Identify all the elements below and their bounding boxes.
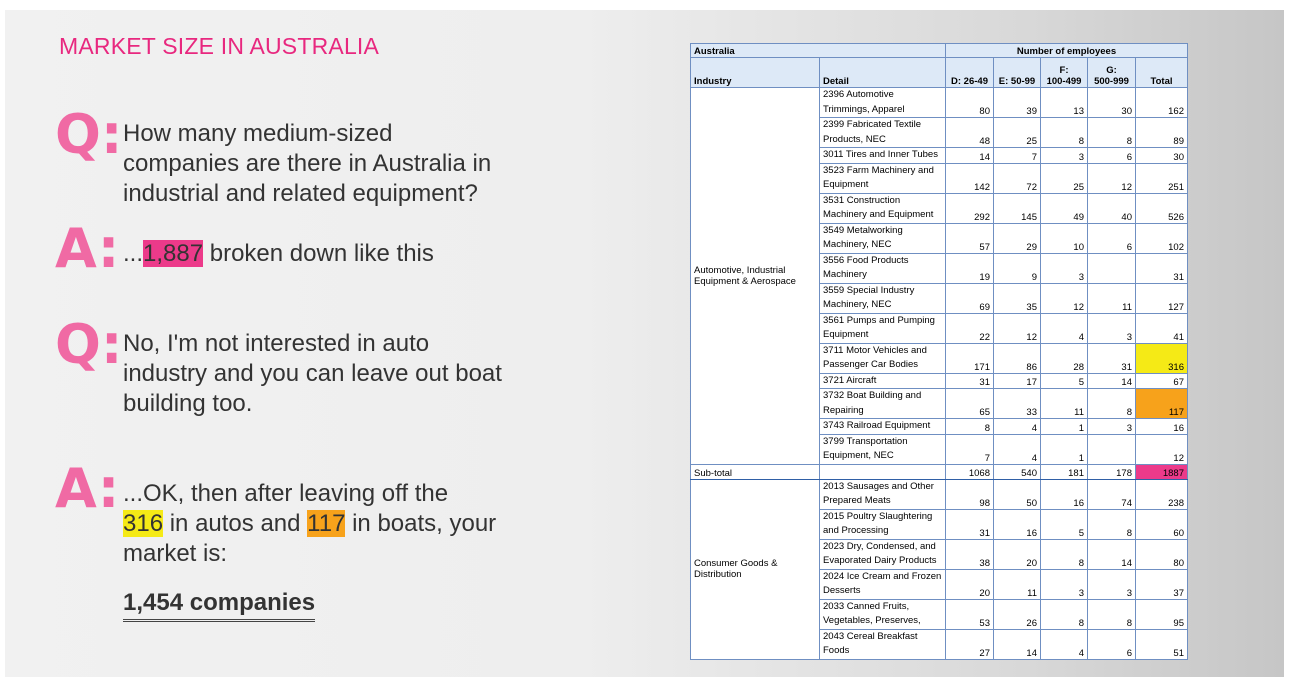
table-row <box>691 479 1188 509</box>
col-header-g-line1: G: <box>1106 65 1117 76</box>
value-cell: 25 <box>1041 163 1088 193</box>
detail-cell <box>820 313 946 343</box>
value-cell: 72 <box>994 163 1041 193</box>
subtotal-detail-empty <box>820 464 946 479</box>
answer-1-prefix: ... <box>123 240 144 267</box>
detail-cell <box>820 148 946 164</box>
col-header-f-line2: 100-499 <box>1046 76 1082 87</box>
detail-line-1: 3523 Farm Machinery and <box>823 164 934 176</box>
detail-line-2: Equipment <box>823 329 869 340</box>
detail-cell <box>820 223 946 253</box>
subtotal-value-cell: 540 <box>994 464 1041 479</box>
detail-line-1: 3011 Tires and Inner Tubes <box>823 149 938 160</box>
detail-line-1: 3556 Food Products <box>823 254 909 266</box>
detail-line-2: Repairing <box>823 404 864 416</box>
detail-cell <box>820 419 946 435</box>
value-cell: 38 <box>946 539 994 569</box>
table-region-header: Australia <box>691 44 946 58</box>
value-cell: 31 <box>946 509 994 539</box>
value-cell: 39 <box>994 88 1041 118</box>
detail-line-1: 3743 Railroad Equipment <box>823 420 931 431</box>
total-cell: 30 <box>1136 148 1188 164</box>
total-cell: 60 <box>1136 509 1188 539</box>
detail-line-1: 3531 Construction <box>823 194 901 206</box>
detail-line-1: 2023 Dry, Condensed, and <box>823 540 936 552</box>
subtotal-value-cell: 181 <box>1041 464 1088 479</box>
question-1-line-2: companies are there in Australia in <box>123 150 492 177</box>
total-cell: 102 <box>1136 223 1188 253</box>
total-cell: 238 <box>1136 479 1188 509</box>
value-cell: 33 <box>994 389 1041 419</box>
detail-line-1: 3711 Motor Vehicles and <box>823 344 927 356</box>
detail-cell <box>820 434 946 464</box>
col-header-f-line1: F: <box>1059 65 1069 76</box>
value-cell: 3 <box>1041 148 1088 164</box>
value-cell: 11 <box>1041 389 1088 419</box>
value-cell: 17 <box>994 373 1041 389</box>
subtotal-label: Sub-total <box>691 464 820 479</box>
total-cell: 316 <box>1136 343 1188 373</box>
value-cell: 10 <box>1041 223 1088 253</box>
total-cell: 162 <box>1136 88 1188 118</box>
value-cell: 8 <box>1088 509 1136 539</box>
detail-line-1: 3559 Special Industry <box>823 284 915 296</box>
data-table <box>690 43 1188 660</box>
detail-line-2: Machinery, NEC <box>823 299 892 310</box>
value-cell: 8 <box>1041 599 1088 629</box>
value-cell: 65 <box>946 389 994 419</box>
detail-line-2: Passenger Car Bodies <box>823 359 919 370</box>
value-cell: 12 <box>994 313 1041 343</box>
detail-cell <box>820 193 946 223</box>
total-cell: 89 <box>1136 118 1188 148</box>
detail-cell <box>820 629 946 659</box>
subtotal-total-cell: 1887 <box>1136 464 1188 479</box>
total-cell: 117 <box>1136 389 1188 419</box>
detail-line-1: 3561 Pumps and Pumping <box>823 314 935 326</box>
value-cell: 80 <box>946 88 994 118</box>
question-2-line-3: building too. <box>123 390 253 417</box>
value-cell: 50 <box>994 479 1041 509</box>
value-cell: 25 <box>994 118 1041 148</box>
total-cell: 12 <box>1136 434 1188 464</box>
value-cell: 13 <box>1041 88 1088 118</box>
value-cell: 8 <box>1088 599 1136 629</box>
value-cell: 4 <box>994 434 1041 464</box>
value-cell: 29 <box>994 223 1041 253</box>
detail-cell <box>820 118 946 148</box>
detail-cell <box>820 163 946 193</box>
value-cell: 7 <box>946 434 994 464</box>
value-cell: 9 <box>994 253 1041 283</box>
value-cell: 22 <box>946 313 994 343</box>
detail-cell <box>820 599 946 629</box>
value-cell: 4 <box>1041 313 1088 343</box>
answer-2-line-2 <box>123 509 496 539</box>
col-header-g <box>1088 58 1136 88</box>
col-header-g-line2: 500-999 <box>1094 76 1129 87</box>
industry-cell: Automotive, Industrial Equipment & Aerospace <box>691 88 820 465</box>
total-cell: 67 <box>1136 373 1188 389</box>
answer-1-suffix: broken down like this <box>203 240 434 267</box>
detail-line-2: Trimmings, Apparel <box>823 103 905 115</box>
value-cell: 8 <box>946 419 994 435</box>
total-cell: 95 <box>1136 599 1188 629</box>
table-body <box>691 88 1188 660</box>
value-cell: 11 <box>1088 283 1136 313</box>
value-cell: 4 <box>1041 629 1088 659</box>
detail-line-1: 2024 Ice Cream and Frozen <box>823 570 942 582</box>
page-title: MARKET SIZE IN AUSTRALIA <box>59 33 380 59</box>
table-row <box>691 88 1188 118</box>
value-cell: 16 <box>994 509 1041 539</box>
detail-line-1: 3549 Metalworking <box>823 224 903 236</box>
value-cell: 12 <box>1088 163 1136 193</box>
value-cell: 5 <box>1041 509 1088 539</box>
value-cell: 6 <box>1088 629 1136 659</box>
table-group-header: Number of employees <box>946 44 1188 58</box>
value-cell: 20 <box>946 569 994 599</box>
detail-line-1: 2015 Poultry Slaughtering <box>823 510 933 522</box>
value-cell: 3 <box>1088 569 1136 599</box>
value-cell: 14 <box>994 629 1041 659</box>
value-cell: 48 <box>946 118 994 148</box>
col-header-f <box>1041 58 1088 88</box>
detail-line-2: Prepared Meats <box>823 495 891 506</box>
detail-line-2: Equipment <box>823 179 869 190</box>
total-cell: 31 <box>1136 253 1188 283</box>
value-cell: 11 <box>994 569 1041 599</box>
value-cell: 12 <box>1041 283 1088 313</box>
question-2-line-2: industry and you can leave out boat <box>123 360 502 387</box>
value-cell: 31 <box>1088 343 1136 373</box>
value-cell: 145 <box>994 193 1041 223</box>
detail-cell <box>820 509 946 539</box>
value-cell: 16 <box>1041 479 1088 509</box>
detail-line-1: 2013 Sausages and Other <box>823 480 934 492</box>
answer-2-highlight-autos: 316 <box>123 510 164 537</box>
detail-line-2: Machinery <box>823 269 867 280</box>
final-answer: 1,454 companies <box>123 589 315 622</box>
detail-cell <box>820 88 946 118</box>
question-1-line-3: industrial and related equipment? <box>123 180 478 207</box>
value-cell: 7 <box>994 148 1041 164</box>
total-cell: 526 <box>1136 193 1188 223</box>
detail-line-1: 2396 Automotive <box>823 89 894 100</box>
answer-2-mid: in autos and <box>163 510 308 537</box>
value-cell: 49 <box>1041 193 1088 223</box>
subtotal-value-cell: 1068 <box>946 464 994 479</box>
total-cell: 80 <box>1136 539 1188 569</box>
answer-mark-2: A: <box>55 457 120 520</box>
detail-line-1: 3799 Transportation <box>823 435 908 447</box>
detail-line-2: Vegetables, Preserves, <box>823 615 921 626</box>
value-cell: 14 <box>1088 373 1136 389</box>
value-cell: 8 <box>1041 539 1088 569</box>
detail-line-2: and Processing <box>823 525 889 536</box>
value-cell: 171 <box>946 343 994 373</box>
value-cell: 57 <box>946 223 994 253</box>
value-cell: 292 <box>946 193 994 223</box>
detail-line-1: 3732 Boat Building and <box>823 390 922 401</box>
answer-2-line-1: ...OK, then after leaving off the <box>123 480 449 507</box>
col-header-detail: Detail <box>820 58 946 88</box>
question-2-line-1: No, I'm not interested in auto <box>123 330 430 357</box>
detail-cell <box>820 479 946 509</box>
value-cell: 98 <box>946 479 994 509</box>
value-cell <box>1088 434 1136 464</box>
industry-cell: Consumer Goods & Distribution <box>691 479 820 659</box>
col-header-industry: Industry <box>691 58 820 88</box>
answer-2-line-3: market is: <box>123 540 228 567</box>
detail-line-1: 3721 Aircraft <box>823 374 877 386</box>
total-cell: 16 <box>1136 419 1188 435</box>
value-cell: 8 <box>1088 118 1136 148</box>
total-cell: 37 <box>1136 569 1188 599</box>
value-cell: 8 <box>1041 118 1088 148</box>
detail-line-2: Products, NEC <box>823 133 886 145</box>
value-cell: 28 <box>1041 343 1088 373</box>
value-cell: 20 <box>994 539 1041 569</box>
value-cell: 6 <box>1088 223 1136 253</box>
value-cell: 74 <box>1088 479 1136 509</box>
value-cell: 6 <box>1088 148 1136 164</box>
answer-mark-1: A: <box>55 217 120 280</box>
total-cell: 127 <box>1136 283 1188 313</box>
detail-cell <box>820 373 946 389</box>
subtotal-row <box>691 464 1188 479</box>
value-cell: 4 <box>994 419 1041 435</box>
detail-cell <box>820 343 946 373</box>
value-cell: 14 <box>946 148 994 164</box>
question-1-line-1: How many medium-sized <box>123 120 393 147</box>
value-cell: 31 <box>946 373 994 389</box>
detail-line-1: 2033 Canned Fruits, <box>823 600 910 612</box>
answer-1-highlight: 1,887 <box>143 240 204 267</box>
value-cell: 3 <box>1041 253 1088 283</box>
value-cell: 27 <box>946 629 994 659</box>
detail-line-2: Desserts <box>823 585 861 596</box>
value-cell <box>1088 253 1136 283</box>
col-header-d: D: 26-49 <box>946 58 994 88</box>
value-cell: 53 <box>946 599 994 629</box>
value-cell: 3 <box>1041 569 1088 599</box>
detail-line-2: Equipment, NEC <box>823 450 894 461</box>
detail-cell <box>820 283 946 313</box>
detail-line-2: Evaporated Dairy Products <box>823 555 937 566</box>
answer-1-text <box>123 239 434 269</box>
value-cell: 5 <box>1041 373 1088 389</box>
value-cell: 19 <box>946 253 994 283</box>
answer-2-end: in boats, your <box>345 510 497 537</box>
market-table <box>690 43 1187 660</box>
col-header-total: Total <box>1136 58 1188 88</box>
value-cell: 26 <box>994 599 1041 629</box>
total-cell: 51 <box>1136 629 1188 659</box>
value-cell: 35 <box>994 283 1041 313</box>
answer-2-highlight-boats: 117 <box>307 510 346 537</box>
value-cell: 1 <box>1041 434 1088 464</box>
value-cell: 142 <box>946 163 994 193</box>
detail-line-2: Machinery and Equipment <box>823 209 934 220</box>
detail-line-1: 2399 Fabricated Textile <box>823 119 922 130</box>
value-cell: 40 <box>1088 193 1136 223</box>
detail-cell <box>820 539 946 569</box>
value-cell: 30 <box>1088 88 1136 118</box>
question-mark-2: Q: <box>55 313 123 376</box>
value-cell: 8 <box>1088 389 1136 419</box>
value-cell: 69 <box>946 283 994 313</box>
value-cell: 14 <box>1088 539 1136 569</box>
total-cell: 251 <box>1136 163 1188 193</box>
detail-cell <box>820 389 946 419</box>
detail-line-1: 2043 Cereal Breakfast Foods <box>823 630 918 656</box>
value-cell: 86 <box>994 343 1041 373</box>
detail-cell <box>820 253 946 283</box>
value-cell: 3 <box>1088 419 1136 435</box>
subtotal-value-cell: 178 <box>1088 464 1136 479</box>
value-cell: 1 <box>1041 419 1088 435</box>
detail-line-2: Machinery, NEC <box>823 239 892 250</box>
detail-cell <box>820 569 946 599</box>
question-mark-1: Q: <box>55 103 123 166</box>
total-cell: 41 <box>1136 313 1188 343</box>
col-header-e: E: 50-99 <box>994 58 1041 88</box>
value-cell: 3 <box>1088 313 1136 343</box>
